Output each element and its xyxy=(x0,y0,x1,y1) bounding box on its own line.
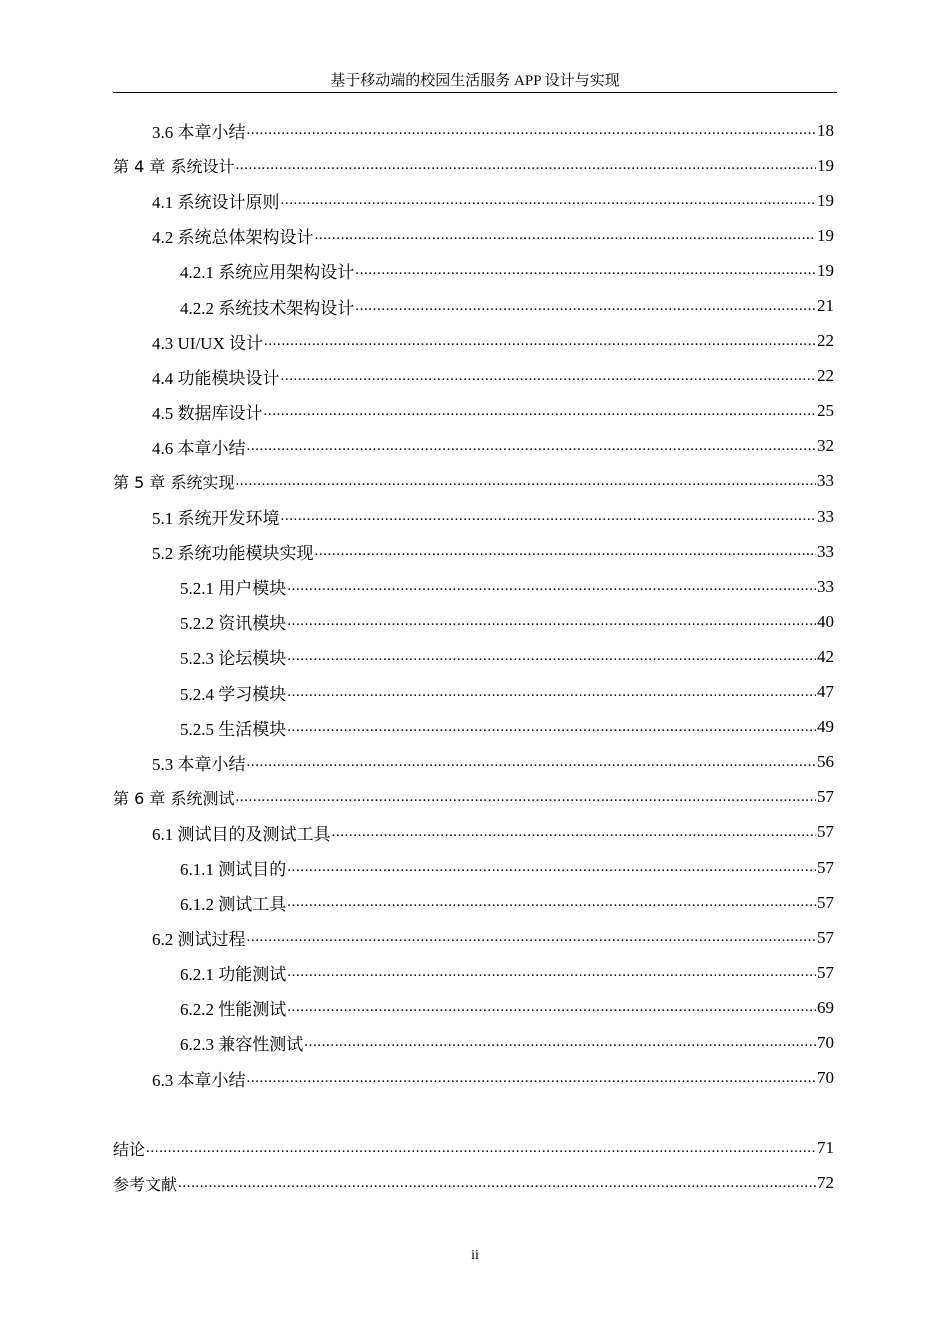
toc-page-number: 33 xyxy=(817,506,834,526)
toc-entry[interactable] xyxy=(113,920,834,955)
toc-entry[interactable] xyxy=(113,955,834,990)
toc-entry-label: 6.1 测试目的及测试工具 xyxy=(152,824,331,844)
toc-entry-label: 4.2.1 系统应用架构设计 xyxy=(180,263,355,283)
toc-entry[interactable] xyxy=(113,253,834,288)
header-title: 基于移动端的校园生活服务 APP 设计与实现 xyxy=(330,73,620,89)
toc-page-number: 57 xyxy=(817,892,834,912)
toc-dot-leader xyxy=(315,227,817,244)
toc-entry[interactable] xyxy=(113,288,834,323)
toc-entry-label: 5.1 系统开发环境 xyxy=(152,509,280,529)
toc-page-number: 57 xyxy=(817,787,834,807)
toc-page-number: 56 xyxy=(817,752,834,772)
toc-entry[interactable] xyxy=(113,780,834,815)
toc-page-number: 57 xyxy=(817,857,834,877)
toc-dot-leader xyxy=(355,262,816,279)
toc-entry-label: 第 4 章 系统设计 xyxy=(113,157,235,177)
toc-page-number: 33 xyxy=(817,541,834,561)
toc-entry[interactable] xyxy=(113,675,834,710)
toc-dot-leader xyxy=(287,964,816,981)
toc-page-number: 49 xyxy=(817,717,834,737)
toc-dot-leader xyxy=(287,578,816,595)
toc-entry[interactable] xyxy=(113,113,834,148)
toc-entry[interactable] xyxy=(113,1061,834,1096)
toc-page-number: 40 xyxy=(817,611,834,631)
toc-entry-label: 4.1 系统设计原则 xyxy=(152,193,280,213)
toc-entry-label: 4.6 本章小结 xyxy=(152,438,246,458)
toc-entry[interactable] xyxy=(113,1025,834,1060)
toc-page-number: 19 xyxy=(817,225,834,245)
toc-dot-leader xyxy=(178,1175,816,1192)
toc-entry[interactable] xyxy=(113,850,834,885)
toc-page-number: 32 xyxy=(817,436,834,456)
toc-page-number: 42 xyxy=(817,646,834,666)
toc-entry-label: 6.2.1 功能测试 xyxy=(180,965,287,985)
table-of-contents xyxy=(113,113,834,1201)
toc-page-number: 57 xyxy=(817,822,834,842)
toc-entry[interactable] xyxy=(113,639,834,674)
toc-page-number: 25 xyxy=(817,401,834,421)
toc-entry-label: 第 5 章 系统实现 xyxy=(113,472,235,492)
toc-dot-leader xyxy=(235,157,816,174)
toc-entry[interactable] xyxy=(113,745,834,780)
toc-dot-leader xyxy=(287,613,816,630)
toc-entry-label: 4.5 数据库设计 xyxy=(152,403,263,423)
toc-entry-label: 第 6 章 系统测试 xyxy=(113,788,235,808)
toc-entry-label: 5.3 本章小结 xyxy=(152,754,246,774)
toc-page-number: 70 xyxy=(817,1032,834,1052)
toc-entry[interactable] xyxy=(113,604,834,639)
toc-page-number: 18 xyxy=(817,120,834,140)
toc-page-number: 21 xyxy=(817,296,834,316)
toc-entry[interactable] xyxy=(113,148,834,183)
page-header xyxy=(113,66,837,93)
toc-page-number: 71 xyxy=(817,1138,834,1158)
toc-entry-label: 5.2.3 论坛模块 xyxy=(180,649,287,669)
toc-entry-label: 6.1.1 测试目的 xyxy=(180,860,287,880)
toc-dot-leader xyxy=(287,684,816,701)
toc-dot-leader xyxy=(247,754,817,771)
toc-dot-leader xyxy=(281,368,817,385)
toc-dot-leader xyxy=(247,122,817,139)
toc-entry[interactable] xyxy=(113,815,834,850)
toc-entry-label: 4.2.2 系统技术架构设计 xyxy=(180,298,355,318)
toc-page-number: 19 xyxy=(817,190,834,210)
toc-entry-label: 结论 xyxy=(113,1139,146,1159)
toc-dot-leader xyxy=(332,824,817,841)
toc-entry-label: 3.6 本章小结 xyxy=(152,123,246,143)
toc-entry[interactable] xyxy=(113,429,834,464)
toc-dot-leader xyxy=(287,719,816,736)
toc-dot-leader xyxy=(315,543,817,560)
toc-dot-leader xyxy=(235,789,816,806)
toc-entry-label: 6.1.2 测试工具 xyxy=(180,895,287,915)
toc-dot-leader xyxy=(287,894,816,911)
toc-entry-label: 4.2 系统总体架构设计 xyxy=(152,228,314,248)
toc-dot-leader xyxy=(146,1140,816,1157)
toc-dot-leader xyxy=(281,192,817,209)
toc-entry-label: 5.2.5 生活模块 xyxy=(180,719,287,739)
toc-entry[interactable] xyxy=(113,394,834,429)
toc-entry[interactable] xyxy=(113,359,834,394)
toc-entry[interactable] xyxy=(113,885,834,920)
toc-entry[interactable] xyxy=(113,464,834,499)
toc-entry[interactable] xyxy=(113,569,834,604)
toc-entry[interactable] xyxy=(113,324,834,359)
toc-entry-label: 5.2.1 用户模块 xyxy=(180,579,287,599)
toc-entry[interactable] xyxy=(113,710,834,745)
toc-entry-label: 6.2.3 兼容性测试 xyxy=(180,1035,304,1055)
toc-page-number: 57 xyxy=(817,927,834,947)
toc-dot-leader xyxy=(247,438,817,455)
toc-dot-leader xyxy=(287,648,816,665)
toc-entry[interactable] xyxy=(113,183,834,218)
toc-page-number: 57 xyxy=(817,962,834,982)
toc-entry-label: 4.3 UI/UX 设计 xyxy=(152,333,263,353)
toc-dot-leader xyxy=(304,1034,816,1051)
toc-dot-leader xyxy=(247,1070,817,1087)
toc-page-number: 19 xyxy=(817,260,834,280)
toc-entry[interactable] xyxy=(113,1131,834,1166)
toc-dot-leader xyxy=(287,999,816,1016)
toc-dot-leader xyxy=(264,403,817,420)
toc-page-number: 33 xyxy=(817,576,834,596)
toc-entry-label: 6.2.2 性能测试 xyxy=(180,1000,287,1020)
toc-page-number: 22 xyxy=(817,331,834,351)
toc-dot-leader xyxy=(235,473,816,490)
toc-entry[interactable] xyxy=(113,1166,834,1201)
toc-entry[interactable] xyxy=(113,534,834,569)
footer-page-number: ii xyxy=(471,1248,479,1263)
toc-dot-leader xyxy=(287,859,816,876)
toc-page-number: 19 xyxy=(817,155,834,175)
toc-entry[interactable] xyxy=(113,499,834,534)
toc-dot-leader xyxy=(281,508,817,525)
toc-entry[interactable] xyxy=(113,990,834,1025)
toc-page-number: 72 xyxy=(817,1173,834,1193)
toc-dot-leader xyxy=(264,333,816,350)
toc-page-number: 69 xyxy=(817,997,834,1017)
toc-entry-label: 5.2 系统功能模块实现 xyxy=(152,544,314,564)
toc-entry-label: 5.2.2 资讯模块 xyxy=(180,614,287,634)
toc-page-number: 47 xyxy=(817,682,834,702)
toc-entry[interactable] xyxy=(113,218,834,253)
toc-entry-label: 4.4 功能模块设计 xyxy=(152,368,280,388)
toc-entry-label: 6.3 本章小结 xyxy=(152,1070,246,1090)
toc-entry-label: 5.2.4 学习模块 xyxy=(180,684,287,704)
toc-dot-leader xyxy=(247,929,817,946)
toc-page-number: 70 xyxy=(817,1068,834,1088)
toc-page-number: 22 xyxy=(817,366,834,386)
toc-dot-leader xyxy=(355,298,816,315)
toc-entry-label: 6.2 测试过程 xyxy=(152,930,246,950)
toc-page-number: 33 xyxy=(817,471,834,491)
toc-entry-label: 参考文献 xyxy=(113,1174,178,1194)
